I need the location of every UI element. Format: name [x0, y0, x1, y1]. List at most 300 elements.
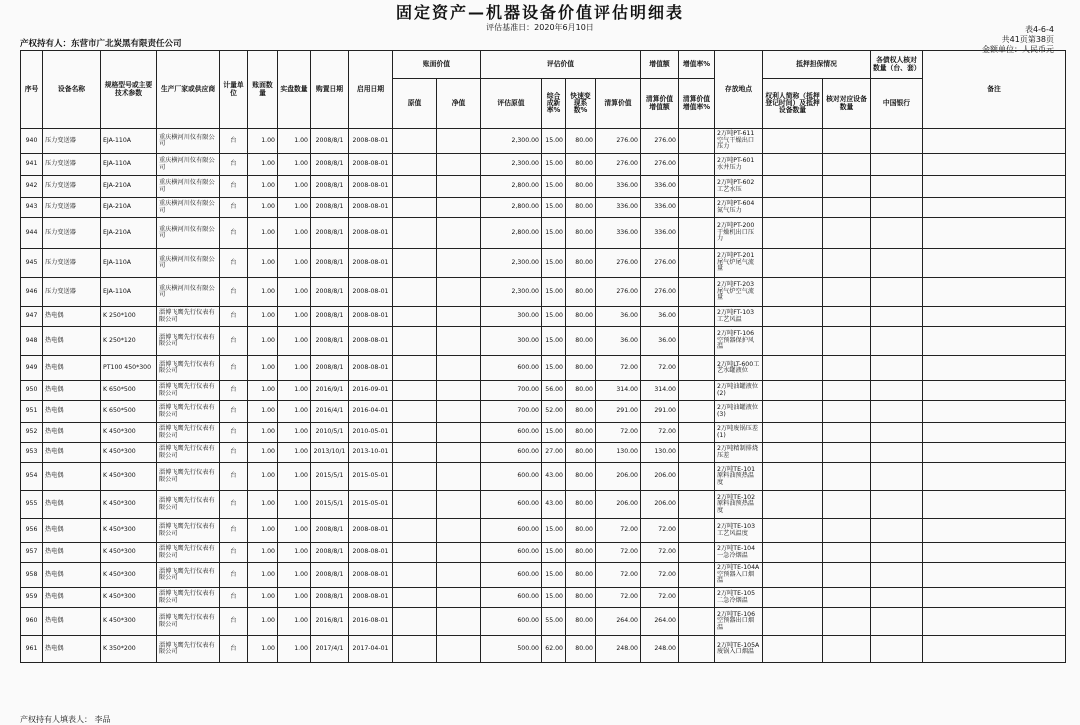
cell-book-net — [437, 519, 481, 543]
cell-book-original — [393, 129, 437, 154]
cell-eval-original: 600.00 — [481, 563, 542, 588]
cell-book-qty: 1.00 — [248, 129, 278, 154]
cell-unit: 台 — [220, 563, 248, 588]
cell-bank — [871, 423, 923, 443]
cell-bank — [871, 327, 923, 356]
cell-location: 2万吨PT-611空气干燥出口压力 — [715, 129, 763, 154]
cell-start-date: 2008-08-01 — [349, 327, 393, 356]
cell-remark — [923, 588, 1066, 608]
cell-mortgage-check — [823, 218, 871, 249]
header-mortgage: 抵押担保情况 — [763, 51, 871, 79]
cell-location: 2万吨TE-101原料油预热温度 — [715, 463, 763, 491]
cell-model: EJA-210A — [101, 176, 157, 198]
cell-location: 2万吨PT-201尾气炉尾气流量 — [715, 249, 763, 278]
cell-mortgage-check — [823, 249, 871, 278]
cell-liquidation: 291.00 — [596, 401, 641, 423]
cell-mortgage-check — [823, 563, 871, 588]
cell-name: 热电偶 — [43, 463, 101, 491]
cell-actual-qty: 1.00 — [278, 278, 311, 307]
cell-liq-increase: 336.00 — [641, 218, 679, 249]
cell-remark — [923, 218, 1066, 249]
cell-name: 压力变送器 — [43, 249, 101, 278]
cell-book-qty: 1.00 — [248, 249, 278, 278]
cell-book-qty: 1.00 — [248, 154, 278, 176]
cell-book-qty: 1.00 — [248, 307, 278, 327]
cell-name: 热电偶 — [43, 491, 101, 519]
cell-buy-date: 2008/8/1 — [311, 278, 349, 307]
cell-book-net — [437, 491, 481, 519]
cell-book-original — [393, 176, 437, 198]
table-row — [21, 218, 1066, 249]
table-row — [21, 381, 1066, 401]
cell-book-qty: 1.00 — [248, 218, 278, 249]
header-seq: 序号 — [21, 51, 43, 129]
cell-mortgage-check — [823, 543, 871, 563]
cell-location: 2万吨TE-105A废锅入口烟温 — [715, 636, 763, 663]
cell-eval-original: 2,800.00 — [481, 218, 542, 249]
cell-liq-increase: 130.00 — [641, 443, 679, 463]
document-title: 固定资产—机器设备价值评估明细表 — [395, 3, 684, 22]
cell-buy-date: 2008/8/1 — [311, 543, 349, 563]
cell-seq: 961 — [21, 636, 43, 663]
cell-liq-increase: 206.00 — [641, 463, 679, 491]
cell-bank — [871, 307, 923, 327]
cell-maker: 淄博飞鹰先行仪表有限公司 — [157, 463, 220, 491]
cell-fast-factor: 80.00 — [566, 443, 596, 463]
cell-book-qty: 1.00 — [248, 588, 278, 608]
cell-mortgage-check — [823, 519, 871, 543]
header-bank: 中国银行 — [871, 79, 923, 129]
header-liquidation: 清算价值 — [596, 79, 641, 129]
cell-start-date: 2008-08-01 — [349, 519, 393, 543]
table-row — [21, 129, 1066, 154]
cell-book-original — [393, 307, 437, 327]
cell-liq-increase-rate — [679, 636, 715, 663]
cell-seq: 958 — [21, 563, 43, 588]
table-row — [21, 443, 1066, 463]
header-liq-increase-rate: 清算价值增值率% — [679, 79, 715, 129]
cell-remark — [923, 543, 1066, 563]
cell-liquidation: 336.00 — [596, 176, 641, 198]
cell-book-qty: 1.00 — [248, 198, 278, 218]
cell-unit: 台 — [220, 401, 248, 423]
cell-fast-factor: 80.00 — [566, 608, 596, 636]
cell-name: 压力变送器 — [43, 198, 101, 218]
cell-buy-date: 2013/10/1 — [311, 443, 349, 463]
cell-eval-original: 2,800.00 — [481, 198, 542, 218]
cell-seq: 951 — [21, 401, 43, 423]
cell-buy-date: 2016/4/1 — [311, 401, 349, 423]
cell-start-date: 2008-08-01 — [349, 198, 393, 218]
cell-maker: 淄博飞鹰先行仪表有限公司 — [157, 608, 220, 636]
cell-book-qty: 1.00 — [248, 278, 278, 307]
cell-fast-factor: 80.00 — [566, 519, 596, 543]
cell-unit: 台 — [220, 519, 248, 543]
cell-liq-increase-rate — [679, 381, 715, 401]
cell-seq: 942 — [21, 176, 43, 198]
cell-eval-rate: 56.00 — [542, 381, 566, 401]
cell-maker: 重庆横河川仪有限公司 — [157, 154, 220, 176]
cell-remark — [923, 129, 1066, 154]
cell-maker: 淄博飞鹰先行仪表有限公司 — [157, 381, 220, 401]
cell-seq: 952 — [21, 423, 43, 443]
cell-book-original — [393, 249, 437, 278]
cell-remark — [923, 519, 1066, 543]
cell-name: 热电偶 — [43, 423, 101, 443]
cell-eval-original: 600.00 — [481, 491, 542, 519]
cell-eval-original: 600.00 — [481, 588, 542, 608]
cell-liq-increase-rate — [679, 423, 715, 443]
cell-start-date: 2016-09-01 — [349, 381, 393, 401]
cell-seq: 944 — [21, 218, 43, 249]
cell-liq-increase-rate — [679, 463, 715, 491]
cell-name: 热电偶 — [43, 381, 101, 401]
cell-liq-increase: 206.00 — [641, 491, 679, 519]
table-row — [21, 423, 1066, 443]
cell-model: EJA-110A — [101, 249, 157, 278]
cell-book-net — [437, 381, 481, 401]
table-row — [21, 463, 1066, 491]
cell-unit: 台 — [220, 543, 248, 563]
header-start-date: 启用日期 — [349, 51, 393, 129]
cell-mortgage-check — [823, 463, 871, 491]
cell-buy-date: 2017/4/1 — [311, 636, 349, 663]
cell-eval-original: 500.00 — [481, 636, 542, 663]
cell-buy-date: 2010/5/1 — [311, 423, 349, 443]
cell-mortgage-holder — [763, 563, 823, 588]
cell-buy-date: 2015/5/1 — [311, 491, 349, 519]
cell-remark — [923, 636, 1066, 663]
cell-liq-increase-rate — [679, 543, 715, 563]
page-info: 共41页第38页 — [1001, 35, 1054, 44]
cell-eval-rate: 55.00 — [542, 608, 566, 636]
cell-liquidation: 36.00 — [596, 327, 641, 356]
cell-location: 2万吨油罐液位(2) — [715, 381, 763, 401]
cell-book-original — [393, 278, 437, 307]
cell-unit: 台 — [220, 381, 248, 401]
cell-location: 2万吨TE-103工艺风温度 — [715, 519, 763, 543]
cell-fast-factor: 80.00 — [566, 278, 596, 307]
cell-maker: 重庆横河川仪有限公司 — [157, 218, 220, 249]
cell-eval-original: 2,800.00 — [481, 176, 542, 198]
cell-fast-factor: 80.00 — [566, 423, 596, 443]
header-creditor: 各债权人核对数量（台、套） — [871, 51, 923, 79]
cell-liq-increase: 72.00 — [641, 563, 679, 588]
cell-remark — [923, 423, 1066, 443]
cell-actual-qty: 1.00 — [278, 401, 311, 423]
cell-book-qty: 1.00 — [248, 423, 278, 443]
cell-actual-qty: 1.00 — [278, 443, 311, 463]
cell-remark — [923, 278, 1066, 307]
cell-maker: 重庆横河川仪有限公司 — [157, 278, 220, 307]
header-actual-qty: 实盘数量 — [278, 51, 311, 129]
cell-eval-original: 600.00 — [481, 423, 542, 443]
cell-book-net — [437, 356, 481, 381]
cell-liq-increase-rate — [679, 519, 715, 543]
footer-note: 产权持有人填表人： 李品 — [20, 715, 111, 724]
cell-mortgage-check — [823, 636, 871, 663]
cell-liq-increase-rate — [679, 608, 715, 636]
cell-model: K 450*300 — [101, 463, 157, 491]
cell-fast-factor: 80.00 — [566, 356, 596, 381]
header-mortgage-holder: 权利人简称（抵押登记时间）及抵押设备数量 — [763, 79, 823, 129]
cell-actual-qty: 1.00 — [278, 543, 311, 563]
header-book-net: 净值 — [437, 79, 481, 129]
cell-maker: 淄博飞鹰先行仪表有限公司 — [157, 543, 220, 563]
cell-buy-date: 2008/8/1 — [311, 356, 349, 381]
table-row — [21, 491, 1066, 519]
cell-name: 热电偶 — [43, 588, 101, 608]
cell-unit: 台 — [220, 423, 248, 443]
cell-location: 2万吨油罐液位(3) — [715, 401, 763, 423]
cell-book-original — [393, 443, 437, 463]
cell-seq: 946 — [21, 278, 43, 307]
cell-liquidation: 72.00 — [596, 519, 641, 543]
cell-liquidation: 72.00 — [596, 543, 641, 563]
cell-liq-increase-rate — [679, 588, 715, 608]
header-unit: 计量单位 — [220, 51, 248, 129]
header-name: 设备名称 — [43, 51, 101, 129]
cell-start-date: 2008-08-01 — [349, 588, 393, 608]
cell-model: K 250*120 — [101, 327, 157, 356]
cell-mortgage-check — [823, 176, 871, 198]
header-book-original: 原值 — [393, 79, 437, 129]
cell-location: 2万吨PT-604氮气压力 — [715, 198, 763, 218]
cell-liq-increase: 314.00 — [641, 381, 679, 401]
cell-location: 2万吨精制排烧压差 — [715, 443, 763, 463]
cell-location: 2万吨FT-103工艺风温 — [715, 307, 763, 327]
cell-seq: 950 — [21, 381, 43, 401]
cell-mortgage-holder — [763, 636, 823, 663]
cell-mortgage-check — [823, 588, 871, 608]
cell-liq-increase: 276.00 — [641, 278, 679, 307]
cell-remark — [923, 198, 1066, 218]
cell-seq: 947 — [21, 307, 43, 327]
cell-book-qty: 1.00 — [248, 463, 278, 491]
cell-bank — [871, 463, 923, 491]
cell-unit: 台 — [220, 327, 248, 356]
cell-fast-factor: 80.00 — [566, 218, 596, 249]
cell-liquidation: 130.00 — [596, 443, 641, 463]
cell-liquidation: 72.00 — [596, 588, 641, 608]
currency-unit: 金额单位：人民币元 — [982, 45, 1054, 54]
cell-remark — [923, 563, 1066, 588]
cell-eval-rate: 43.00 — [542, 463, 566, 491]
cell-mortgage-holder — [763, 543, 823, 563]
cell-liq-increase: 264.00 — [641, 608, 679, 636]
cell-actual-qty: 1.00 — [278, 563, 311, 588]
cell-model: K 450*300 — [101, 563, 157, 588]
cell-maker: 淄博飞鹰先行仪表有限公司 — [157, 588, 220, 608]
cell-unit: 台 — [220, 218, 248, 249]
cell-book-net — [437, 307, 481, 327]
cell-model: EJA-110A — [101, 129, 157, 154]
cell-liq-increase: 72.00 — [641, 588, 679, 608]
cell-unit: 台 — [220, 129, 248, 154]
cell-actual-qty: 1.00 — [278, 218, 311, 249]
table-row — [21, 401, 1066, 423]
cell-location: 2万吨TE-104一急冷烟温 — [715, 543, 763, 563]
cell-book-original — [393, 327, 437, 356]
cell-name: 热电偶 — [43, 608, 101, 636]
cell-location: 2万吨TE-105二急冷烟温 — [715, 588, 763, 608]
cell-bank — [871, 563, 923, 588]
cell-eval-original: 2,300.00 — [481, 129, 542, 154]
cell-liquidation: 72.00 — [596, 356, 641, 381]
cell-mortgage-check — [823, 198, 871, 218]
cell-unit: 台 — [220, 176, 248, 198]
cell-model: K 650*500 — [101, 401, 157, 423]
header-fast-factor: 快速变现系数% — [566, 79, 596, 129]
cell-book-net — [437, 249, 481, 278]
cell-name: 热电偶 — [43, 543, 101, 563]
table-row — [21, 356, 1066, 381]
cell-maker: 淄博飞鹰先行仪表有限公司 — [157, 519, 220, 543]
cell-maker: 淄博飞鹰先行仪表有限公司 — [157, 356, 220, 381]
cell-seq: 945 — [21, 249, 43, 278]
cell-remark — [923, 608, 1066, 636]
cell-liquidation: 36.00 — [596, 307, 641, 327]
cell-fast-factor: 80.00 — [566, 463, 596, 491]
cell-book-qty: 1.00 — [248, 519, 278, 543]
header-increase-rate: 增值率% — [679, 51, 715, 79]
cell-mortgage-check — [823, 278, 871, 307]
cell-book-net — [437, 543, 481, 563]
cell-liq-increase-rate — [679, 563, 715, 588]
cell-eval-rate: 27.00 — [542, 443, 566, 463]
cell-remark — [923, 249, 1066, 278]
cell-book-net — [437, 327, 481, 356]
cell-name: 热电偶 — [43, 563, 101, 588]
cell-maker: 重庆横河川仪有限公司 — [157, 198, 220, 218]
cell-model: EJA-110A — [101, 154, 157, 176]
table-number: 表4-6-4 — [1024, 25, 1054, 34]
cell-eval-rate: 15.00 — [542, 356, 566, 381]
cell-liq-increase-rate — [679, 307, 715, 327]
cell-model: K 250*100 — [101, 307, 157, 327]
cell-liq-increase: 36.00 — [641, 327, 679, 356]
cell-mortgage-holder — [763, 218, 823, 249]
cell-eval-rate: 62.00 — [542, 636, 566, 663]
cell-mortgage-holder — [763, 381, 823, 401]
cell-bank — [871, 198, 923, 218]
cell-fast-factor: 80.00 — [566, 563, 596, 588]
cell-model: EJA-210A — [101, 198, 157, 218]
cell-mortgage-check — [823, 423, 871, 443]
cell-fast-factor: 80.00 — [566, 588, 596, 608]
cell-unit: 台 — [220, 154, 248, 176]
cell-actual-qty: 1.00 — [278, 519, 311, 543]
cell-mortgage-check — [823, 401, 871, 423]
table-row — [21, 278, 1066, 307]
cell-liq-increase-rate — [679, 129, 715, 154]
cell-book-qty: 1.00 — [248, 543, 278, 563]
cell-mortgage-holder — [763, 463, 823, 491]
cell-start-date: 2008-08-01 — [349, 176, 393, 198]
cell-eval-rate: 15.00 — [542, 129, 566, 154]
cell-unit: 台 — [220, 198, 248, 218]
cell-mortgage-check — [823, 381, 871, 401]
cell-start-date: 2008-08-01 — [349, 154, 393, 176]
cell-remark — [923, 381, 1066, 401]
cell-bank — [871, 381, 923, 401]
cell-liq-increase-rate — [679, 198, 715, 218]
cell-mortgage-holder — [763, 327, 823, 356]
cell-unit: 台 — [220, 307, 248, 327]
cell-mortgage-holder — [763, 588, 823, 608]
cell-location: 2万吨TE-102原料油预热温度 — [715, 491, 763, 519]
cell-liquidation: 72.00 — [596, 563, 641, 588]
table-row — [21, 176, 1066, 198]
cell-mortgage-check — [823, 307, 871, 327]
cell-book-net — [437, 588, 481, 608]
cell-remark — [923, 176, 1066, 198]
cell-liq-increase: 72.00 — [641, 519, 679, 543]
cell-book-net — [437, 608, 481, 636]
header-eval-rate: 综合成新率% — [542, 79, 566, 129]
cell-location: 2万吨TE-104A空预器入口烟温 — [715, 563, 763, 588]
cell-buy-date: 2008/8/1 — [311, 198, 349, 218]
cell-seq: 959 — [21, 588, 43, 608]
table-row — [21, 563, 1066, 588]
cell-unit: 台 — [220, 443, 248, 463]
cell-model: K 450*300 — [101, 543, 157, 563]
cell-book-original — [393, 563, 437, 588]
cell-eval-rate: 52.00 — [542, 401, 566, 423]
cell-book-qty: 1.00 — [248, 401, 278, 423]
cell-actual-qty: 1.00 — [278, 176, 311, 198]
cell-location: 2万吨FT-106空预器保护风温 — [715, 327, 763, 356]
cell-book-net — [437, 278, 481, 307]
cell-book-net — [437, 218, 481, 249]
cell-book-original — [393, 636, 437, 663]
cell-book-net — [437, 423, 481, 443]
cell-fast-factor: 80.00 — [566, 198, 596, 218]
cell-book-original — [393, 154, 437, 176]
cell-buy-date: 2008/8/1 — [311, 588, 349, 608]
cell-bank — [871, 588, 923, 608]
header-buy-date: 购置日期 — [311, 51, 349, 129]
cell-mortgage-holder — [763, 176, 823, 198]
cell-eval-rate: 15.00 — [542, 563, 566, 588]
cell-start-date: 2008-08-01 — [349, 307, 393, 327]
cell-name: 热电偶 — [43, 636, 101, 663]
cell-unit: 台 — [220, 249, 248, 278]
cell-book-original — [393, 423, 437, 443]
cell-fast-factor: 80.00 — [566, 381, 596, 401]
cell-book-original — [393, 543, 437, 563]
cell-buy-date: 2008/8/1 — [311, 176, 349, 198]
cell-buy-date: 2008/8/1 — [311, 563, 349, 588]
cell-maker: 淄博飞鹰先行仪表有限公司 — [157, 401, 220, 423]
cell-book-original — [393, 381, 437, 401]
cell-eval-rate: 15.00 — [542, 218, 566, 249]
cell-eval-original: 600.00 — [481, 443, 542, 463]
cell-liq-increase-rate — [679, 278, 715, 307]
header-increase: 增值额 — [641, 51, 679, 79]
cell-buy-date: 2008/8/1 — [311, 307, 349, 327]
cell-liq-increase-rate — [679, 443, 715, 463]
cell-unit: 台 — [220, 608, 248, 636]
cell-actual-qty: 1.00 — [278, 381, 311, 401]
cell-location: 2万吨LT-600工艺水罐液位 — [715, 356, 763, 381]
cell-maker: 淄博飞鹰先行仪表有限公司 — [157, 423, 220, 443]
cell-book-original — [393, 356, 437, 381]
cell-book-original — [393, 198, 437, 218]
cell-seq: 949 — [21, 356, 43, 381]
cell-book-qty: 1.00 — [248, 563, 278, 588]
cell-liq-increase-rate — [679, 176, 715, 198]
